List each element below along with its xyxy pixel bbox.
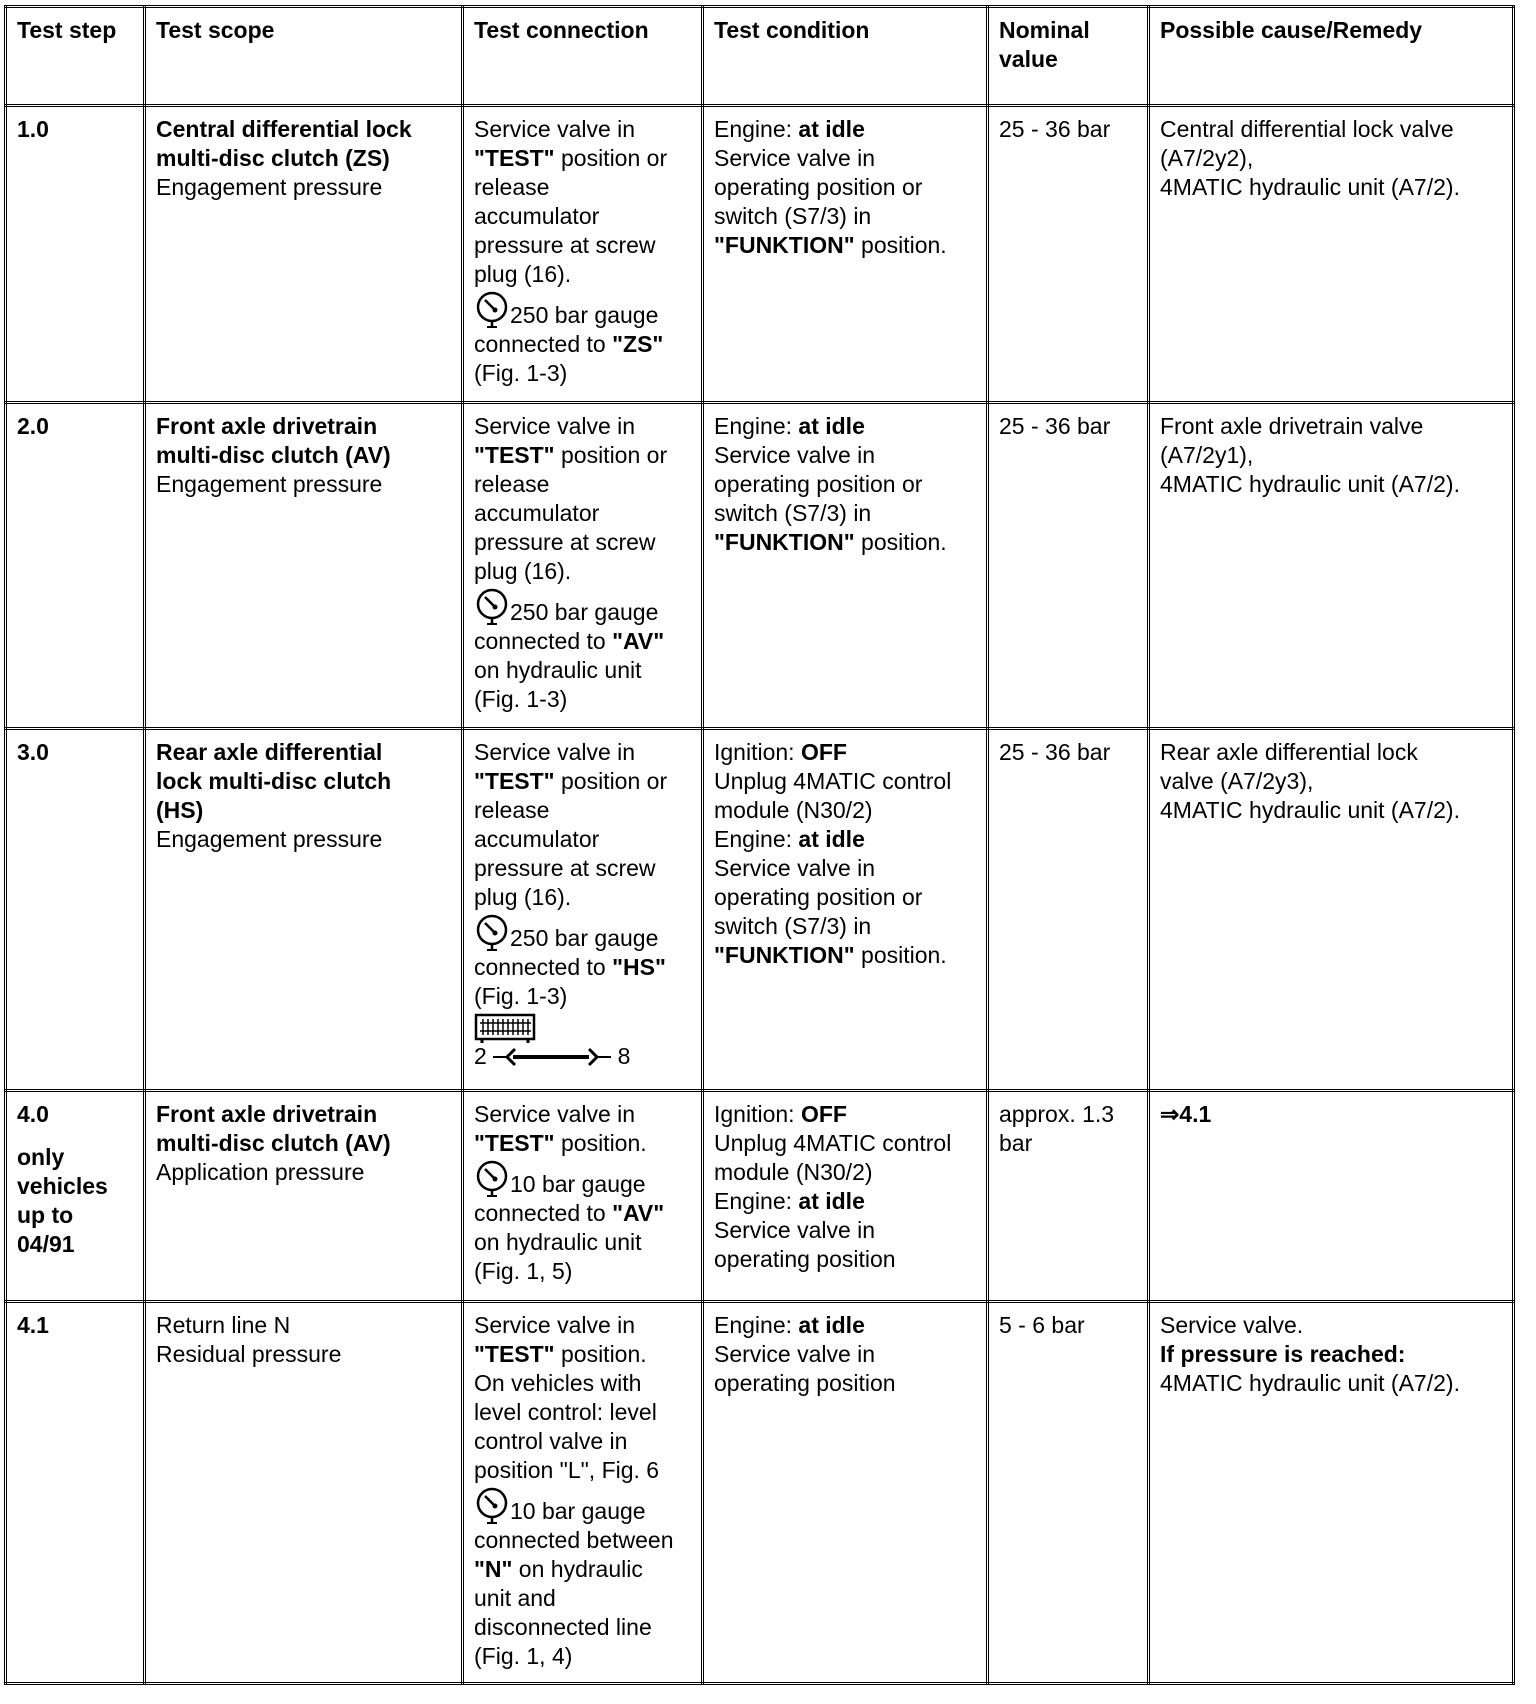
conn-line: Service valve in — [474, 739, 636, 765]
conn-text: "HS" — [612, 954, 666, 980]
step-cell — [6, 403, 145, 729]
remedy-line: 4MATIC hydraulic unit (A7/2). — [1160, 1370, 1460, 1396]
nominal-value: 25 - 36 bar — [999, 116, 1111, 142]
remedy-line: Rear axle differential lock — [1160, 739, 1418, 765]
cond-line: operating position or — [714, 471, 923, 497]
conn-text: on hydraulic — [512, 1556, 643, 1582]
condition-cell — [703, 403, 988, 729]
conn-line: on hydraulic unit — [474, 1229, 642, 1255]
conn-text: connected to — [474, 954, 613, 980]
conn-line: on hydraulic unit — [474, 657, 642, 683]
conn-line: On vehicles with — [474, 1370, 642, 1396]
table-row — [6, 729, 1514, 1091]
step-number: 1.0 — [17, 116, 49, 142]
table-row — [6, 1302, 1514, 1684]
cond-text: position. — [854, 942, 947, 968]
cond-line: Service valve in — [714, 1341, 876, 1367]
pressure-gauge-icon — [474, 914, 512, 952]
conn-line: Service valve in — [474, 1312, 636, 1338]
conn-text: "AV" — [612, 1200, 665, 1226]
cond-text: "FUNKTION" — [714, 232, 855, 258]
connection-cell — [463, 106, 703, 403]
connection-cell — [463, 403, 703, 729]
cond-line: Service valve in — [714, 145, 876, 171]
nominal-value: 5 - 6 bar — [999, 1312, 1085, 1338]
conn-line: accumulator — [474, 500, 600, 526]
conn-text: 10 bar gauge — [510, 1498, 646, 1524]
connection-cell — [463, 1091, 703, 1302]
nominal-value: 25 - 36 bar — [999, 413, 1111, 439]
conn-line: pressure at screw — [474, 855, 656, 881]
conn-text: 250 bar gauge — [510, 302, 659, 328]
conn-line: Service valve in — [474, 1101, 636, 1127]
condition-cell — [703, 1302, 988, 1684]
scope-line: multi-disc clutch (ZS) — [156, 145, 390, 171]
cond-line: operating position — [714, 1370, 896, 1396]
scope-line: Engagement pressure — [156, 826, 383, 852]
header-possible-cause: Possible cause/Remedy — [1149, 7, 1514, 106]
header-test-connection: Test connection — [463, 7, 703, 106]
step-note-line: only — [17, 1144, 65, 1170]
scope-cell — [145, 1302, 463, 1684]
cond-line: operating position or — [714, 884, 923, 910]
pin-bridge-icon — [493, 1047, 611, 1067]
cond-line: operating position — [714, 1246, 896, 1272]
table-row — [6, 106, 1514, 403]
cond-text: "FUNKTION" — [714, 529, 855, 555]
conn-line: (Fig. 1, 4) — [474, 1643, 573, 1669]
remedy-cell — [1149, 403, 1514, 729]
conn-line: pressure at screw — [474, 232, 656, 258]
nominal-cell — [988, 1091, 1149, 1302]
conn-text: position. — [554, 1341, 647, 1367]
remedy-line: (A7/2y1), — [1160, 442, 1254, 468]
scope-line: Central differential lock — [156, 116, 412, 142]
conn-text: "ZS" — [612, 331, 664, 357]
conn-line: (Fig. 1-3) — [474, 686, 568, 712]
scope-cell — [145, 106, 463, 403]
conn-line: level control: level — [474, 1399, 657, 1425]
condition-cell — [703, 1091, 988, 1302]
remedy-line: Central differential lock valve — [1160, 116, 1454, 142]
step-note-line: up to — [17, 1202, 74, 1228]
conn-text: "TEST" — [474, 768, 555, 794]
remedy-line: Service valve. — [1160, 1312, 1304, 1338]
conn-line: control valve in — [474, 1428, 628, 1454]
cond-line: Unplug 4MATIC control — [714, 768, 952, 794]
scope-line: multi-disc clutch (AV) — [156, 442, 391, 468]
remedy-cell — [1149, 106, 1514, 403]
cond-line: switch (S7/3) in — [714, 500, 872, 526]
connection-cell — [463, 729, 703, 1091]
nominal-cell — [988, 403, 1149, 729]
cond-line: Unplug 4MATIC control — [714, 1130, 952, 1156]
remedy-reference: ⇒4.1 — [1160, 1101, 1212, 1127]
conn-text: 10 bar gauge — [510, 1171, 646, 1197]
condition-cell — [703, 729, 988, 1091]
cond-line: module (N30/2) — [714, 1159, 873, 1185]
cond-line: operating position or — [714, 174, 923, 200]
cond-text: Engine: — [714, 413, 799, 439]
conn-text: "N" — [474, 1556, 513, 1582]
header-nominal-value: Nominal value — [988, 7, 1149, 106]
remedy-line: If pressure is reached: — [1160, 1341, 1406, 1367]
conn-text: position. — [554, 1130, 647, 1156]
scope-line: Front axle drivetrain — [156, 1101, 378, 1127]
cond-line: module (N30/2) — [714, 797, 873, 823]
cond-text: "FUNKTION" — [714, 942, 855, 968]
conn-line: Service valve in — [474, 413, 636, 439]
conn-line: Service valve in — [474, 116, 636, 142]
remedy-line: valve (A7/2y3), — [1160, 768, 1314, 794]
cond-text: position. — [854, 232, 947, 258]
step-number: 2.0 — [17, 413, 49, 439]
remedy-line: 4MATIC hydraulic unit (A7/2). — [1160, 174, 1460, 200]
conn-line: accumulator — [474, 203, 600, 229]
scope-line: Rear axle differential — [156, 739, 383, 765]
conn-line: release — [474, 797, 550, 823]
cond-text: Engine: — [714, 826, 799, 852]
cond-text: Ignition: — [714, 1101, 801, 1127]
cond-line: Service valve in — [714, 855, 876, 881]
pressure-gauge-icon — [474, 588, 512, 626]
remedy-line: 4MATIC hydraulic unit (A7/2). — [1160, 471, 1460, 497]
conn-text: position or — [554, 145, 668, 171]
conn-line: plug (16). — [474, 558, 572, 584]
conn-line: (Fig. 1-3) — [474, 983, 568, 1009]
nominal-value: approx. 1.3 — [999, 1101, 1115, 1127]
step-note — [17, 1143, 133, 1259]
conn-line: pressure at screw — [474, 529, 656, 555]
remedy-cell — [1149, 1302, 1514, 1684]
nominal-cell — [988, 729, 1149, 1091]
conn-line: connected between — [474, 1527, 674, 1553]
nominal-value: bar — [999, 1130, 1033, 1156]
header-row — [6, 7, 1514, 106]
table-row — [6, 403, 1514, 729]
connector-plug-icon — [474, 1013, 538, 1043]
conn-text: "TEST" — [474, 145, 555, 171]
table-row — [6, 1091, 1514, 1302]
step-note-line: vehicles — [17, 1173, 108, 1199]
conn-line: plug (16). — [474, 261, 572, 287]
scope-line: Residual pressure — [156, 1341, 342, 1367]
cond-text: Engine: — [714, 1188, 799, 1214]
conn-text: connected to — [474, 1200, 613, 1226]
cond-text: at idle — [798, 116, 865, 142]
conn-line: position "L", Fig. 6 — [474, 1457, 660, 1483]
remedy-line: (A7/2y2), — [1160, 145, 1254, 171]
step-cell — [6, 1091, 145, 1302]
pin-number: 8 — [617, 1043, 631, 1069]
nominal-cell — [988, 1302, 1149, 1684]
connection-cell — [463, 1302, 703, 1684]
cond-text: at idle — [798, 1312, 865, 1338]
test-table — [4, 5, 1515, 1685]
scope-cell — [145, 1091, 463, 1302]
step-cell — [6, 1302, 145, 1684]
conn-text: 250 bar gauge — [510, 599, 659, 625]
step-note-line: 04/91 — [17, 1231, 75, 1257]
scope-line: Application pressure — [156, 1159, 365, 1185]
scope-line: multi-disc clutch (AV) — [156, 1130, 391, 1156]
conn-line: (Fig. 1-3) — [474, 360, 568, 386]
conn-line: release — [474, 174, 550, 200]
nominal-cell — [988, 106, 1149, 403]
cond-line: switch (S7/3) in — [714, 203, 872, 229]
conn-text: "AV" — [612, 628, 665, 654]
scope-line: Engagement pressure — [156, 174, 383, 200]
cond-text: OFF — [800, 739, 847, 765]
header-test-scope: Test scope — [145, 7, 463, 106]
header-test-step: Test step — [6, 7, 145, 106]
step-number: 3.0 — [17, 739, 49, 765]
cond-text: OFF — [800, 1101, 847, 1127]
conn-line: plug (16). — [474, 884, 572, 910]
pin-number: 2 — [474, 1043, 487, 1069]
scope-line: lock multi-disc clutch — [156, 768, 392, 794]
conn-line: (Fig. 1, 5) — [474, 1258, 573, 1284]
remedy-cell — [1149, 729, 1514, 1091]
scope-cell — [145, 403, 463, 729]
step-number: 4.0 — [17, 1101, 49, 1127]
condition-cell — [703, 106, 988, 403]
step-cell — [6, 729, 145, 1091]
remedy-line: Front axle drivetrain valve — [1160, 413, 1424, 439]
conn-line: disconnected line — [474, 1614, 652, 1640]
header-test-condition: Test condition — [703, 7, 988, 106]
step-number: 4.1 — [17, 1312, 49, 1338]
cond-text: at idle — [798, 1188, 865, 1214]
cond-text: Engine: — [714, 1312, 799, 1338]
scope-cell — [145, 729, 463, 1091]
cond-line: switch (S7/3) in — [714, 913, 872, 939]
conn-text: position or — [554, 442, 668, 468]
step-cell — [6, 106, 145, 403]
cond-line: Service valve in — [714, 1217, 876, 1243]
conn-text: "TEST" — [474, 442, 555, 468]
conn-text: "TEST" — [474, 1341, 555, 1367]
remedy-line: 4MATIC hydraulic unit (A7/2). — [1160, 797, 1460, 823]
cond-text: position. — [854, 529, 947, 555]
cond-text: Ignition: — [714, 739, 801, 765]
conn-text: connected to — [474, 331, 613, 357]
pressure-gauge-icon — [474, 1160, 512, 1198]
scope-line: (HS) — [156, 797, 204, 823]
cond-text: Engine: — [714, 116, 799, 142]
conn-text: connected to — [474, 628, 613, 654]
nominal-value: 25 - 36 bar — [999, 739, 1111, 765]
conn-text: position or — [554, 768, 668, 794]
conn-line: accumulator — [474, 826, 600, 852]
conn-text: 250 bar gauge — [510, 925, 659, 951]
scope-line: Return line N — [156, 1312, 291, 1338]
pressure-gauge-icon — [474, 291, 512, 329]
pressure-gauge-icon — [474, 1487, 512, 1525]
pin-bridge-line — [474, 1043, 691, 1069]
remedy-cell — [1149, 1091, 1514, 1302]
scope-line: Engagement pressure — [156, 471, 383, 497]
conn-line: unit and — [474, 1585, 556, 1611]
cond-text: at idle — [798, 413, 865, 439]
cond-line: Service valve in — [714, 442, 876, 468]
scope-line: Front axle drivetrain — [156, 413, 378, 439]
conn-text: "TEST" — [474, 1130, 555, 1156]
conn-line: release — [474, 471, 550, 497]
cond-text: at idle — [798, 826, 865, 852]
